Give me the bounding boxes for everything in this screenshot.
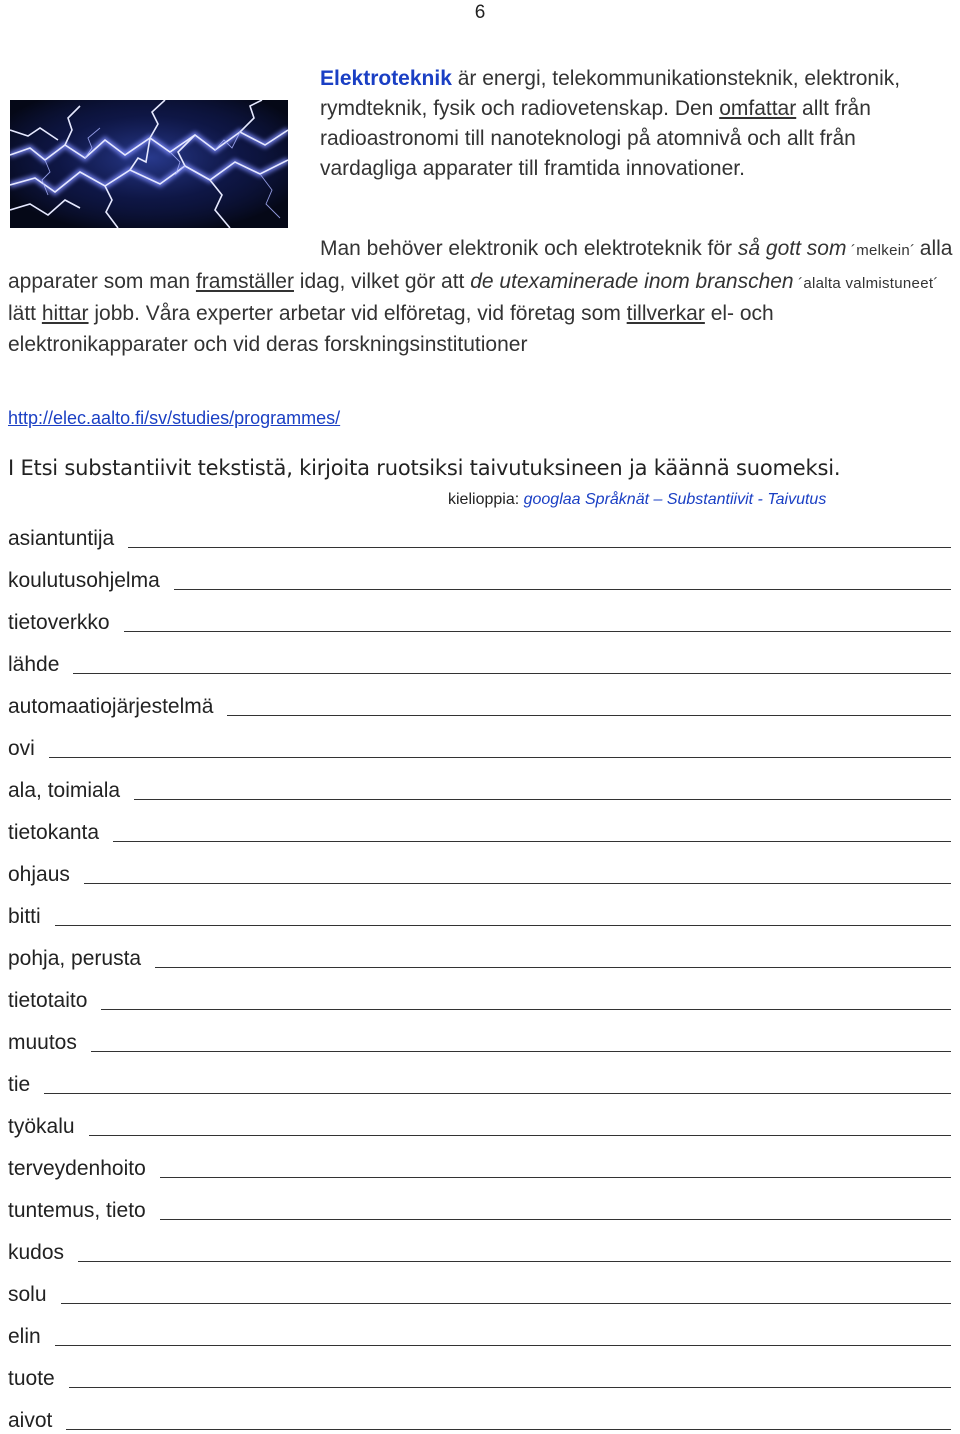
vocab-row — [8, 804, 953, 846]
vocab-word: asiantuntija — [8, 527, 115, 550]
vocab-row — [8, 1224, 953, 1266]
grammar-hint-label: kielioppia: — [448, 491, 524, 508]
answer-line[interactable] — [134, 799, 951, 800]
grammar-hint-link[interactable]: googlaa Språknät – Substantiivit - Taivutus — [523, 491, 827, 508]
answer-line[interactable] — [78, 1261, 951, 1262]
vocab-word: terveydenhoito — [8, 1157, 146, 1180]
answer-line[interactable] — [73, 673, 951, 674]
answer-line[interactable] — [69, 1387, 951, 1388]
vocab-word: tietotaito — [8, 989, 88, 1012]
vocab-row — [8, 930, 953, 972]
vocab-word: bitti — [8, 905, 41, 928]
vocab-row — [8, 594, 953, 636]
intro-paragraph — [320, 64, 950, 184]
vocab-word: ala, toimiala — [8, 779, 121, 802]
vocab-row — [8, 1182, 953, 1224]
vocab-word: pohja, perusta — [8, 947, 142, 970]
answer-line[interactable] — [66, 1429, 951, 1430]
vocab-row — [8, 1098, 953, 1140]
answer-line[interactable] — [55, 1345, 951, 1346]
vocab-word: automaatiojärjestelmä — [8, 695, 214, 718]
vocab-row — [8, 1308, 953, 1350]
vocab-word: tuote — [8, 1367, 55, 1390]
page-number: 6 — [474, 2, 486, 23]
vocab-row — [8, 1140, 953, 1182]
vocab-row — [8, 1392, 953, 1434]
p2-seg: lätt — [8, 302, 42, 325]
p2-gloss: ´alalta valmistuneet´ — [793, 274, 939, 292]
vocab-row — [8, 972, 953, 1014]
answer-line[interactable] — [113, 841, 951, 842]
vocab-row — [8, 678, 953, 720]
vocab-row — [8, 636, 953, 678]
answer-line[interactable] — [101, 1009, 951, 1010]
vocab-row — [8, 552, 953, 594]
vocab-word: koulutusohjelma — [8, 569, 160, 592]
vocab-row — [8, 1350, 953, 1392]
answer-line[interactable] — [174, 589, 951, 590]
vocab-word: kudos — [8, 1241, 65, 1264]
answer-line[interactable] — [91, 1051, 951, 1052]
vocab-row — [8, 846, 953, 888]
answer-line[interactable] — [160, 1177, 951, 1178]
answer-line[interactable] — [55, 925, 951, 926]
exercise-instruction: I Etsi substantiivit tekstistä, kirjoita ruotsiksi taivutuksineen ja käännä suomeksi. — [8, 456, 841, 480]
vocab-word: tietoverkko — [8, 611, 110, 634]
p2-seg: el- och elektronikapparater och vid deras forskningsinstitutioner — [8, 302, 774, 356]
intro-link-omfattar: omfattar — [719, 97, 797, 120]
answer-line[interactable] — [160, 1219, 951, 1220]
p2-seg-italic: så gott som — [737, 237, 847, 260]
vocab-word: tuntemus, tieto — [8, 1199, 146, 1222]
grammar-hint — [448, 491, 826, 509]
p2-seg: alla apparater som man — [8, 237, 953, 293]
answer-line[interactable] — [227, 715, 951, 716]
vocab-word: työkalu — [8, 1115, 75, 1138]
vocab-word: tie — [8, 1073, 31, 1096]
answer-line[interactable] — [44, 1093, 951, 1094]
brand-term: Elektroteknik — [320, 67, 452, 90]
vocab-word: muutos — [8, 1031, 77, 1054]
vocab-word: solu — [8, 1283, 47, 1306]
p2-underlined-word: hittar — [41, 302, 89, 325]
answer-line[interactable] — [49, 757, 951, 758]
vocab-row — [8, 1266, 953, 1308]
intro-text-1: är energi, telekommunikationsteknik, elektronik, rymdteknik, fysik och radiovetenskap. Den — [320, 67, 901, 120]
p2-seg: jobb. Våra experter arbetar vid elföretag, vid företag som — [88, 302, 627, 325]
p2-seg-italic: de utexaminerade inom branschen — [470, 269, 794, 293]
answer-line[interactable] — [89, 1135, 951, 1136]
answer-line[interactable] — [124, 631, 951, 632]
vocabulary-list — [8, 510, 953, 1434]
p2-seg: idag, vilket gör att — [293, 269, 471, 293]
vocab-word: lähde — [8, 653, 60, 676]
answer-line[interactable] — [128, 547, 951, 548]
p2-seg: Man behöver elektronik och elektroteknik för — [320, 237, 738, 260]
p2-underlined-word: framställer — [195, 269, 294, 293]
answer-line[interactable] — [84, 883, 951, 884]
lightning-image — [10, 100, 288, 228]
vocab-row — [8, 762, 953, 804]
vocab-word: tietokanta — [8, 821, 100, 844]
vocab-row — [8, 720, 953, 762]
vocab-row — [8, 1056, 953, 1098]
vocab-row — [8, 1014, 953, 1056]
vocab-row — [8, 510, 953, 552]
intro-text-2: allt från radioastronomi till nanoteknologi på atomnivå och allt från vardagliga apparater till framtida innovationer. — [320, 97, 871, 180]
answer-line[interactable] — [155, 967, 951, 968]
source-link[interactable]: http://elec.aalto.fi/sv/studies/programmes/ — [8, 408, 341, 428]
p2-underlined-word: tillverkar — [626, 302, 705, 325]
p2-gloss: ´melkein´ — [846, 242, 920, 259]
vocab-word: ohjaus — [8, 863, 70, 886]
vocab-word: elin — [8, 1325, 41, 1348]
vocab-word: ovi — [8, 737, 35, 760]
body-paragraph — [8, 234, 953, 360]
vocab-word: aivot — [8, 1409, 53, 1432]
answer-line[interactable] — [61, 1303, 951, 1304]
vocab-row — [8, 888, 953, 930]
